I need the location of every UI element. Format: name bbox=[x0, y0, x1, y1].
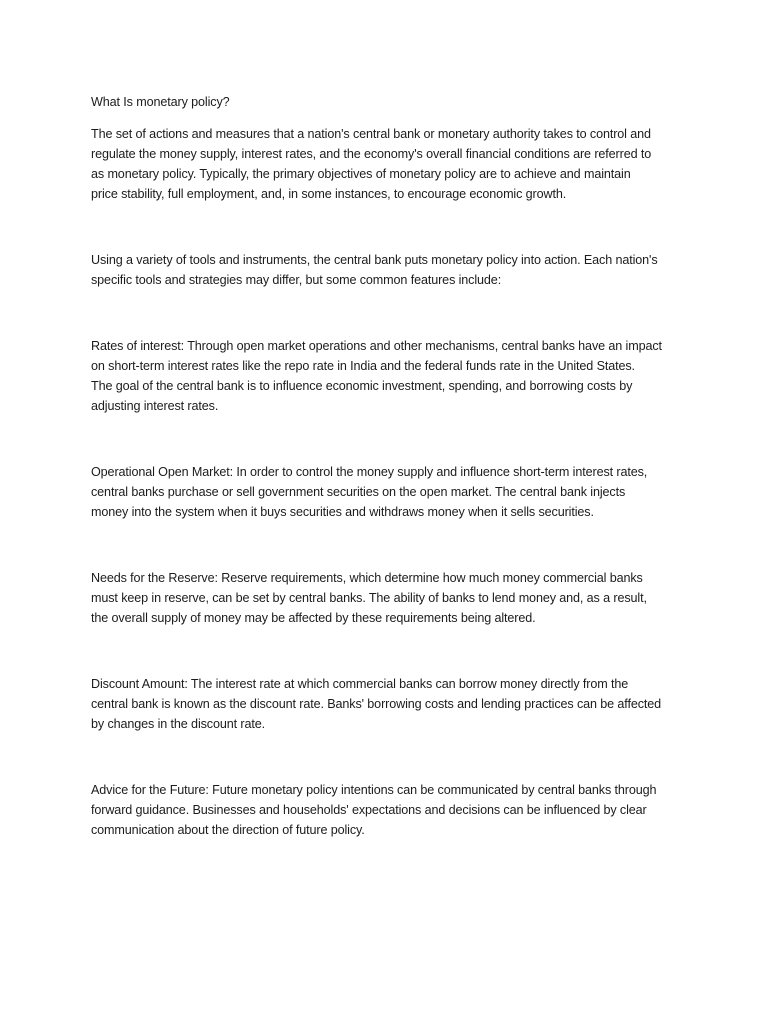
paragraph-line: on short-term interest rates like the repo rate in India and the federal funds rate in the United States. bbox=[91, 359, 635, 373]
paragraph-line: forward guidance. Businesses and households' expectations and decisions can be influenced by clear bbox=[91, 803, 647, 817]
paragraph-line: as monetary policy. Typically, the primary objectives of monetary policy are to achieve and maintain bbox=[91, 167, 631, 181]
paragraph-line: The goal of the central bank is to influence economic investment, spending, and borrowing costs by bbox=[91, 379, 633, 393]
paragraph-line: money into the system when it buys securities and withdraws money when it sells securities. bbox=[91, 505, 594, 519]
paragraph-line: Discount Amount: The interest rate at which commercial banks can borrow money directly from the bbox=[91, 677, 629, 691]
paragraph-line: regulate the money supply, interest rates, and the economy's overall financial conditions are referred to bbox=[91, 147, 652, 161]
paragraph-line: price stability, full employment, and, in some instances, to encourage economic growth. bbox=[91, 187, 567, 201]
paragraph-discount bbox=[91, 674, 731, 734]
paragraph-line: adjusting interest rates. bbox=[91, 399, 219, 413]
paragraph-definition bbox=[91, 124, 731, 204]
paragraph-line: Operational Open Market: In order to control the money supply and influence short-term interest rates, bbox=[91, 465, 648, 479]
paragraph-line: Advice for the Future: Future monetary policy intentions can be communicated by central banks through bbox=[91, 783, 657, 797]
document-heading bbox=[91, 92, 731, 112]
paragraph-line: The set of actions and measures that a nation's central bank or monetary authority takes to control and bbox=[91, 127, 651, 141]
paragraph-tools-intro bbox=[91, 250, 731, 290]
paragraph-line: the overall supply of money may be affected by these requirements being altered. bbox=[91, 611, 536, 625]
paragraph-line: central banks purchase or sell government securities on the open market. The central bank injects bbox=[91, 485, 626, 499]
paragraph-line: by changes in the discount rate. bbox=[91, 717, 265, 731]
heading-text: What Is monetary policy? bbox=[91, 95, 230, 109]
paragraph-line: communication about the direction of future policy. bbox=[91, 823, 365, 837]
paragraph-line: Rates of interest: Through open market operations and other mechanisms, central banks have an impact bbox=[91, 339, 662, 353]
paragraph-future-advice bbox=[91, 780, 731, 840]
paragraph-open-market bbox=[91, 462, 731, 522]
paragraph-rates-of-interest bbox=[91, 336, 731, 416]
paragraph-reserve bbox=[91, 568, 731, 628]
paragraph-line: central bank is known as the discount rate. Banks' borrowing costs and lending practices can be affected bbox=[91, 697, 662, 711]
paragraph-line: Needs for the Reserve: Reserve requirements, which determine how much money commercial banks bbox=[91, 571, 643, 585]
paragraph-line: specific tools and strategies may differ, but some common features include: bbox=[91, 273, 502, 287]
paragraph-line: Using a variety of tools and instruments, the central bank puts monetary policy into action. Each nation's bbox=[91, 253, 658, 267]
paragraph-line: must keep in reserve, can be set by central banks. The ability of banks to lend money and, as a result, bbox=[91, 591, 647, 605]
